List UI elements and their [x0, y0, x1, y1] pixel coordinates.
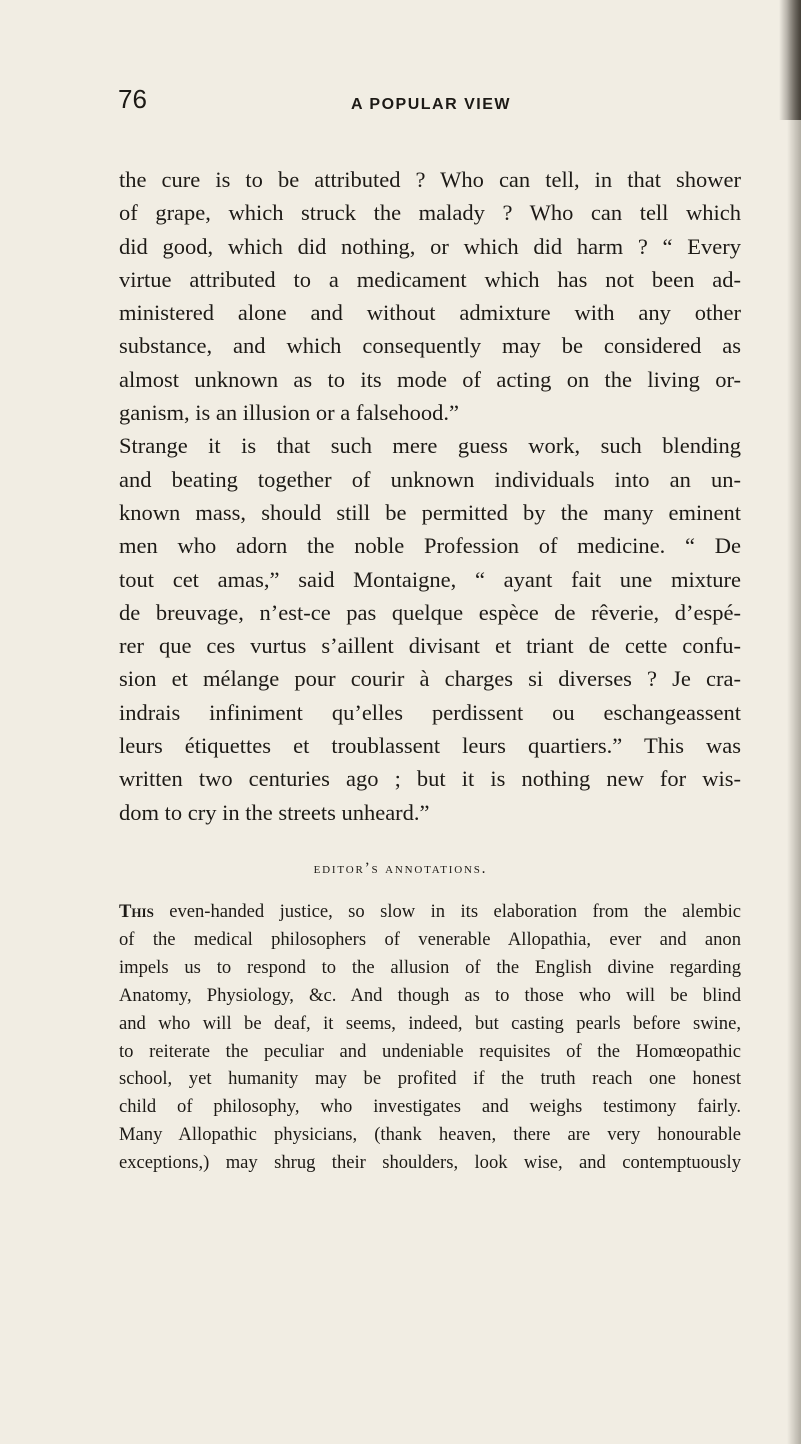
page-number: 76 [118, 84, 147, 114]
section-heading: editor’s annotations. [313, 860, 488, 877]
text-line: men who adorn the noble Profession of medicine. “ De [119, 533, 741, 559]
note-line: school, yet humanity may be profited if the truth reach one honest [119, 1068, 741, 1090]
text-line: ministered alone and without admixture with any other [119, 300, 741, 326]
note-line: exceptions,) may shrug their shoulders, look wise, and contemptuously [119, 1152, 741, 1174]
text-line: dom to cry in the streets unheard.” [119, 799, 430, 825]
text-line: and beating together of unknown individuals into an un- [119, 466, 741, 492]
text-line: tout cet amas,” said Montaigne, “ ayant fait une mixture [119, 566, 741, 592]
page-corner-shadow [779, 0, 801, 120]
text-line: substance, and which consequently may be considered as [119, 333, 741, 359]
note-line: Anatomy, Physiology, &c. And though as to those who will be blind [119, 984, 741, 1006]
text-line: virtue attributed to a medicament which has not been ad- [119, 266, 741, 292]
page-edge-shadow [787, 0, 801, 1444]
text-line: indrais infiniment qu’elles perdissent ou eschangeassent [119, 699, 741, 725]
running-head: A POPULAR VIEW [351, 96, 511, 113]
text-line: ganism, is an illusion or a falsehood.” [119, 400, 459, 426]
text-line: Strange it is that such mere guess work, such blending [119, 433, 741, 459]
text-line: known mass, should still be permitted by the many eminent [119, 499, 741, 525]
annotation-text-block [119, 898, 741, 1177]
text-line: de breuvage, n’est-ce pas quelque espèce de rêverie, d’espé- [119, 599, 741, 625]
text-line: almost unknown as to its mode of acting on the living or- [119, 366, 741, 392]
text-line: did good, which did nothing, or which did harm ? “ Every [119, 233, 741, 259]
note-first-word: This [119, 901, 154, 922]
text-line: written two centuries ago ; but it is nothing new for wis- [119, 766, 741, 792]
main-text-block [119, 163, 741, 829]
note-line: of the medical philosophers of venerable Allopathia, ever and anon [119, 928, 741, 950]
note-line: impels us to respond to the allusion of the English divine regarding [119, 956, 741, 978]
text-line: rer que ces vurtus s’aillent divisant et triant de cette confu- [119, 633, 741, 659]
note-line-rest: even-handed justice, so slow in its elaboration from the alembic [153, 901, 741, 922]
text-line: the cure is to be attributed ? Who can tell, in that shower [119, 167, 741, 192]
note-line [119, 898, 741, 926]
text-line: leurs étiquettes et troublassent leurs quartiers.” This was [119, 733, 741, 759]
note-line: Many Allopathic physicians, (thank heaven, there are very honourable [119, 1124, 741, 1146]
note-line: to reiterate the peculiar and undeniable requisites of the Homœopathic [119, 1040, 741, 1062]
note-line: and who will be deaf, it seems, indeed, but casting pearls before swine, [119, 1012, 741, 1034]
note-line: child of philosophy, who investigates and weighs testimony fairly. [119, 1096, 741, 1118]
text-line: sion et mélange pour courir à charges si diverses ? Je cra- [119, 666, 741, 692]
text-line: of grape, which struck the malady ? Who can tell which [119, 200, 741, 226]
